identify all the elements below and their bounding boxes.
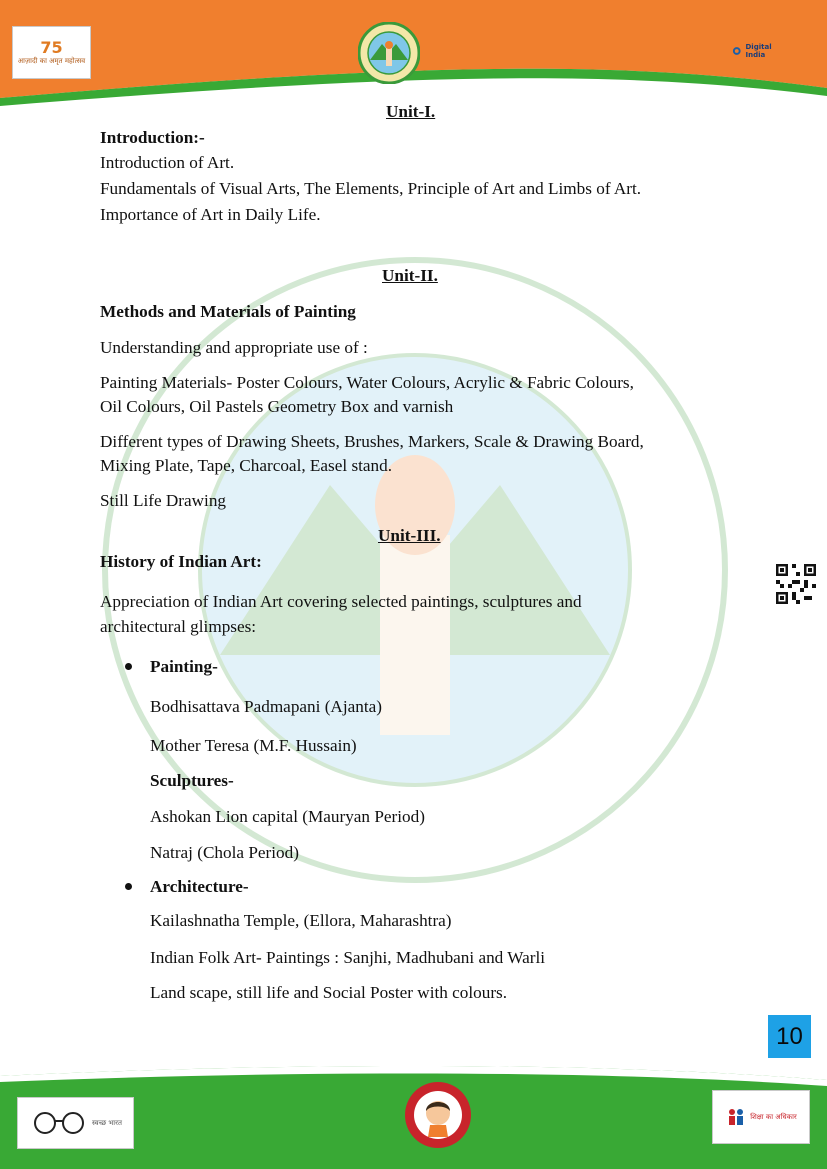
unit1-subheading: Introduction:- [100, 128, 205, 147]
unit2-line: Painting Materials- Poster Colours, Water Colours, Acrylic & Fabric Colours, [100, 373, 634, 392]
unit1-line: Introduction of Art. [100, 153, 235, 172]
children-reading-icon [725, 1106, 747, 1128]
unit3-heading: Unit-III. [378, 526, 441, 545]
page-number: 10 [768, 1015, 811, 1058]
painting-label: Painting- [150, 657, 218, 676]
swachh-bharat-logo [17, 1097, 134, 1149]
unit1-heading: Unit-I. [386, 102, 436, 121]
digital-india-logo [730, 36, 792, 66]
sculpture-item: Ashokan Lion capital (Mauryan Period) [150, 807, 425, 826]
unit2-subheading: Methods and Materials of Painting [100, 302, 356, 321]
bullet-icon [125, 663, 132, 670]
architecture-item: Land scape, still life and Social Poster with colours. [150, 983, 508, 1002]
unit2-line: Mixing Plate, Tape, Charcoal, Easel stand. [100, 456, 393, 475]
digital-india-text: Digital India [745, 43, 772, 59]
sculptures-label: Sculptures- [150, 771, 234, 790]
bullet-icon [125, 883, 132, 890]
sculpture-item: Natraj (Chola Period) [150, 843, 299, 862]
cbse-emblem [358, 22, 420, 84]
painting-item: Mother Teresa (M.F. Hussain) [150, 736, 357, 755]
architecture-item: Indian Folk Art- Paintings : Sanjhi, Madhubani and Warli [150, 948, 546, 967]
swachh-text: स्वच्छ भारत [92, 1118, 122, 1127]
beti-bachao-emblem [404, 1081, 472, 1149]
unit2-line: Understanding and appropriate use of : [100, 338, 368, 357]
unit1-line: Importance of Art in Daily Life. [100, 205, 321, 224]
glasses-icon [29, 1111, 89, 1135]
architecture-label: Architecture- [150, 877, 249, 896]
painting-item: Bodhisattava Padmapani (Ajanta) [150, 697, 382, 716]
unit3-intro-line: Appreciation of Indian Art covering selected paintings, sculptures and [100, 592, 582, 611]
architecture-item: Kailashnatha Temple, (Ellora, Maharashtra) [150, 911, 452, 930]
shiksha-text: शिक्षा का अधिकार [750, 1112, 797, 1121]
azadi-ka-amrit-mahotsav-logo [12, 26, 91, 79]
unit3-intro-line: architectural glimpses: [100, 617, 257, 636]
unit2-line: Oil Colours, Oil Pastels Geometry Box and varnish [100, 397, 454, 416]
unit3-subheading: History of Indian Art: [100, 552, 262, 571]
shiksha-ka-adhikar-logo [712, 1090, 810, 1144]
unit2-heading: Unit-II. [382, 266, 438, 285]
digital-india-swirl-icon [730, 44, 744, 58]
qr-code-icon [776, 564, 816, 604]
unit2-line: Different types of Drawing Sheets, Brushes, Markers, Scale & Drawing Board, [100, 432, 644, 451]
azadi-logo-text: आज़ादी का अमृत महोत्सव [17, 57, 86, 65]
azadi-logo-number: 75 [40, 38, 63, 57]
unit2-line: Still Life Drawing [100, 491, 227, 510]
unit1-line: Fundamentals of Visual Arts, The Elements, Principle of Art and Limbs of Art. [100, 179, 642, 198]
